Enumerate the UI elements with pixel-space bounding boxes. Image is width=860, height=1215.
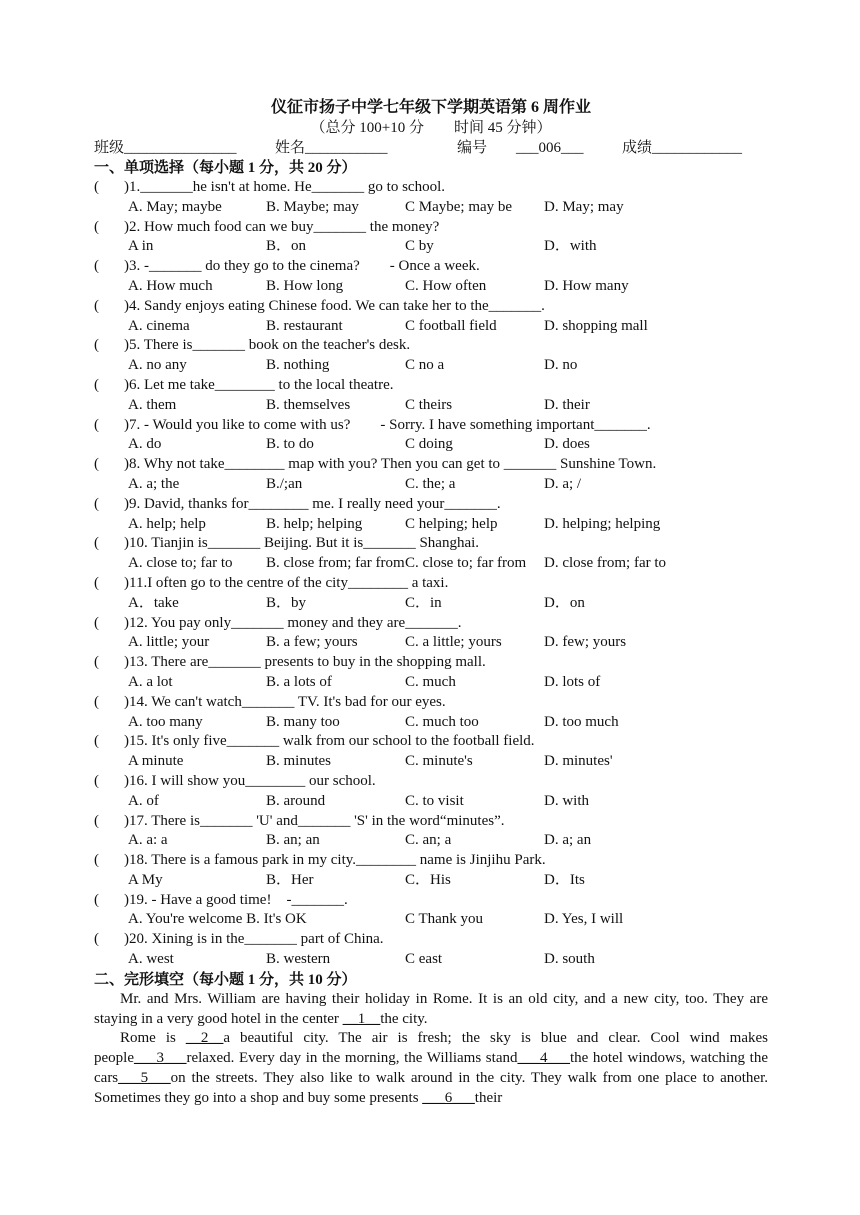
number-value: ___006___ [516,140,584,156]
question-row [94,178,768,198]
options-row [94,435,768,455]
option-b[interactable]: B. minutes [266,753,332,770]
worksheet-page [94,98,768,1109]
option-a[interactable]: A. little; your [128,634,210,651]
options-row [94,871,768,891]
question-row [94,693,768,713]
option-c[interactable]: C helping; help [405,515,498,532]
question-row [94,653,768,673]
answer-paren[interactable]: ( [94,693,99,710]
cloze-text: the city. [380,1010,428,1027]
question-stem: )13. There are_______ presents to buy in the shopping mall. [124,654,486,671]
question-row [94,257,768,277]
options-row [94,950,768,970]
cloze-blank-4[interactable]: ___4___ [517,1050,570,1067]
option-b[interactable]: B. western [266,951,331,968]
option-c[interactable]: C doing [405,436,453,453]
option-c[interactable]: C east [405,951,443,968]
question-stem: )2. How much food can we buy_______ the money? [124,218,440,235]
option-d[interactable]: D. lots of [544,673,601,690]
option-d[interactable]: D．Its [544,871,585,888]
option-a[interactable]: A My [128,871,163,888]
option-b[interactable]: B. many too [266,713,340,730]
option-c[interactable]: C. much too [405,713,479,730]
option-c[interactable]: C football field [405,317,497,334]
question-row [94,534,768,554]
question-stem: )10. Tianjin is_______ Beijing. But it is_______ Shanghai. [124,535,480,552]
answer-paren[interactable]: ( [94,535,99,552]
option-b[interactable]: B. nothing [266,357,330,374]
option-d[interactable]: D. does [544,436,590,453]
question-stem: )12. You pay only_______ money and they are_______. [124,614,462,631]
option-b[interactable]: B. Maybe; may [266,198,359,215]
answer-paren[interactable]: ( [94,337,99,354]
question-stem: )3. -_______ do they go to the cinema? - Once a week. [124,258,480,275]
option-a[interactable]: A. a; the [128,475,180,492]
question-row [94,376,768,396]
question-stem: )9. David, thanks for________ me. I really need your_______. [124,495,501,512]
option-d[interactable]: D．with [544,238,597,255]
option-a[interactable]: A. of [128,792,159,809]
option-a[interactable]: A. close to; far to [128,555,233,572]
option-d[interactable]: D. helping; helping [544,515,661,532]
option-b[interactable]: B. around [266,792,326,809]
option-b[interactable]: B. close from; far from [266,555,405,572]
worksheet-title: 仪征市扬子中学七年级下学期英语第 6 周作业 [270,99,591,116]
option-a[interactable]: A. You're welcome B. It's OK [128,911,307,928]
option-c[interactable]: C Maybe; may be [405,198,513,215]
options-row [94,237,768,257]
option-c[interactable]: C. to visit [405,792,464,809]
answer-paren[interactable]: ( [94,852,99,869]
answer-paren[interactable]: ( [94,574,99,591]
cloze-blank-2[interactable]: __2__ [185,1030,224,1047]
option-b[interactable]: B．on [266,238,307,255]
answer-paren[interactable]: ( [94,654,99,671]
question-stem: )11.I often go to the centre of the city________ a taxi. [124,574,449,591]
option-a[interactable]: A．take [128,594,179,611]
answer-paren[interactable]: ( [94,812,99,829]
option-a[interactable]: A. too many [128,713,203,730]
option-d[interactable]: D. minutes' [544,753,613,770]
options-row [94,792,768,812]
cloze-blank-6[interactable]: ___6___ [422,1089,475,1106]
number-label: 编号 [457,140,488,156]
question-stem: )17. There is_______ 'U' and_______ 'S' in the word“minutes”. [124,812,505,829]
option-a[interactable]: A. a lot [128,673,173,690]
options-row [94,633,768,653]
question-row [94,495,768,515]
question-stem: )1._______he isn't at home. He_______ go to school. [124,179,445,195]
options-row [94,673,768,693]
question-row [94,732,768,752]
answer-paren[interactable]: ( [94,297,99,314]
answer-paren[interactable]: ( [94,456,99,473]
option-d[interactable]: D. close from; far to [544,555,667,572]
option-b[interactable]: B. themselves [266,396,351,413]
answer-paren[interactable]: ( [94,376,99,393]
option-a[interactable]: A. them [128,396,177,413]
option-d[interactable]: D. a; / [544,475,582,492]
option-d[interactable]: D. May; may [544,198,624,215]
option-c[interactable]: C. much [405,673,456,690]
options-row [94,356,768,376]
option-b[interactable]: B. How long [266,277,344,294]
cloze-paragraph-2 [94,1029,768,1108]
section-1-heading: 一、单项选择（每小题 1 分，共 20 分） [94,160,357,176]
option-a[interactable]: A. no any [128,357,187,374]
cloze-blank-1[interactable]: __1__ [342,1010,381,1027]
option-d[interactable]: D. no [544,357,578,374]
question-stem: )8. Why not take________ map with you? Then you can get to _______ Sunshine Town. [124,456,657,473]
question-row [94,297,768,317]
answer-paren[interactable]: ( [94,931,99,948]
option-b[interactable]: B. help; helping [266,515,363,532]
option-a[interactable]: A. west [128,951,174,968]
option-d[interactable]: D. a; an [544,832,592,849]
question-row [94,812,768,832]
class-field[interactable]: 班级_______________ [94,140,237,156]
answer-paren[interactable]: ( [94,733,99,750]
option-c[interactable]: C．His [405,871,451,888]
cloze-text: a beautiful city. The air is fresh; the sky is blue and clear. Cool wind makes people [94,1030,768,1067]
question-row [94,772,768,792]
question-stem: )14. We can't watch_______ TV. It's bad for our eyes. [124,693,446,710]
option-d[interactable]: D. their [544,396,590,413]
option-a[interactable]: A. a: a [128,832,168,849]
question-row [94,614,768,634]
student-info-row [94,138,768,158]
options-row [94,198,768,218]
answer-paren[interactable]: ( [94,258,99,275]
option-c[interactable]: C Thank you [405,911,484,928]
options-row [94,554,768,574]
cloze-blank-5[interactable]: ___5___ [118,1070,171,1087]
option-c[interactable]: C. How often [405,277,487,294]
options-row [94,475,768,495]
question-stem: )4. Sandy enjoys eating Chinese food. We can take her to the_______. [124,297,545,314]
answer-paren[interactable]: ( [94,218,99,235]
option-c[interactable]: C. minute's [405,753,473,770]
question-stem: )5. There is_______ book on the teacher's desk. [124,337,411,354]
option-d[interactable]: D. few; yours [544,634,627,651]
option-a[interactable]: A minute [128,753,184,770]
option-a[interactable]: A. help; help [128,515,206,532]
name-field[interactable]: 姓名___________ [275,140,388,156]
options-row [94,752,768,772]
option-d[interactable]: D. too much [544,713,619,730]
cloze-text: the hotel windows, watching the cars [94,1050,769,1087]
option-a[interactable]: A. do [128,436,162,453]
option-c[interactable]: C no a [405,357,445,374]
answer-paren[interactable]: ( [94,891,99,908]
worksheet-subtitle: （总分 100+10 分 时间 45 分钟） [310,120,552,136]
option-d[interactable]: D. with [544,792,589,809]
option-b[interactable]: B．by [266,594,307,611]
answer-paren[interactable]: ( [94,179,99,195]
question-row [94,891,768,911]
option-c[interactable]: C theirs [405,396,453,413]
options-row [94,831,768,851]
options-row [94,317,768,337]
cloze-blank-3[interactable]: ___3___ [133,1050,187,1067]
score-field[interactable]: 成绩____________ [622,140,743,156]
cloze-paragraph-1 [94,990,768,1030]
options-row [94,594,768,614]
question-row [94,455,768,475]
option-d[interactable]: D. Yes, I will [544,911,624,928]
option-b[interactable]: B. restaurant [266,317,343,334]
question-list [94,178,768,970]
cloze-text: relaxed. Every day in the morning, the Williams stand [186,1050,518,1067]
option-b[interactable]: B. to do [266,436,314,453]
section-2-heading: 二、完形填空（每小题 1 分，共 10 分） [94,971,357,988]
question-row [94,574,768,594]
option-b[interactable]: B. a few; yours [266,634,358,651]
answer-paren[interactable]: ( [94,772,99,789]
question-stem: )6. Let me take________ to the local theatre. [124,376,394,393]
option-a[interactable]: A. cinema [128,317,190,334]
cloze-text: on the streets. They also like to walk around in the city. They walk from one place to another. Sometimes they go into a shop and buy some presents [94,1070,768,1106]
cloze-text: Mr. and Mrs. William are having their holiday in Rome. It is an old city, and a new city, too. They are staying in a very good hotel in the center [94,990,768,1027]
question-stem: )18. There is a famous park in my city.________ name is Jinjihu Park. [124,852,546,869]
answer-paren[interactable]: ( [94,495,99,512]
option-a[interactable]: A in [128,238,154,255]
options-row [94,396,768,416]
cloze-text: their [474,1089,503,1106]
option-c[interactable]: C. an; a [405,832,452,849]
question-row [94,930,768,950]
answer-paren[interactable]: ( [94,614,99,631]
answer-paren[interactable]: ( [94,416,99,433]
question-stem: )19. - Have a good time! -_______. [124,891,348,908]
option-d[interactable]: D．on [544,594,585,611]
option-a[interactable]: A. How much [128,277,213,294]
question-stem: )16. I will show you________ our school. [124,772,376,789]
option-d[interactable]: D. How many [544,277,629,294]
option-c[interactable]: C. the; a [405,475,456,492]
option-c[interactable]: C. close to; far from [405,555,527,572]
cloze-text: Rome is [120,1030,186,1047]
option-c[interactable]: C by [405,238,434,255]
question-row [94,218,768,238]
option-d[interactable]: D. shopping mall [544,317,648,334]
question-stem: )7. - Would you like to come with us? - Sorry. I have something important_______. [124,416,651,433]
option-b[interactable]: B./;an [266,475,303,492]
option-b[interactable]: B. an; an [266,832,320,849]
option-c[interactable]: C．in [405,594,442,611]
options-row [94,277,768,297]
question-stem: )20. Xining is in the_______ part of China. [124,931,384,948]
options-row [94,713,768,733]
question-row [94,416,768,436]
question-row [94,336,768,356]
option-a[interactable]: A. May; maybe [128,198,222,215]
option-c[interactable]: C. a little; yours [405,634,502,651]
options-row [94,910,768,930]
option-b[interactable]: B. a lots of [266,673,332,690]
options-row [94,515,768,535]
question-row [94,851,768,871]
option-d[interactable]: D. south [544,951,595,968]
option-b[interactable]: B．Her [266,871,314,888]
question-stem: )15. It's only five_______ walk from our school to the football field. [124,733,535,750]
